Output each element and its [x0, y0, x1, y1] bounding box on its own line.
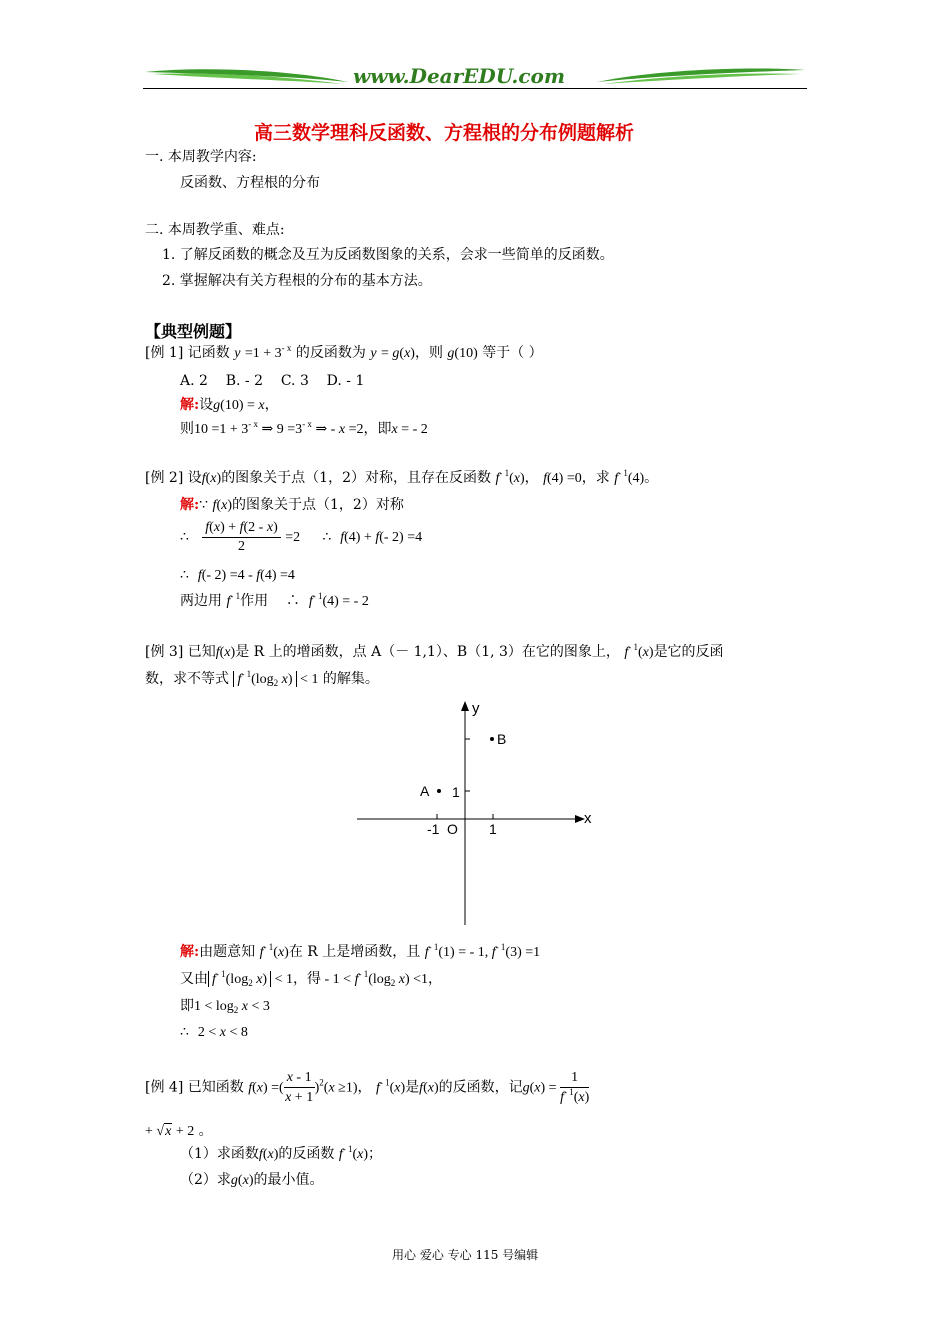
ex4-q2a: （2）求 — [180, 1172, 231, 1188]
leaf-swoosh-right — [595, 62, 807, 88]
ex3-t1: 是 R 上的增函数，点 A（－ 1,1）、B（1, 3）在它的图象上， — [235, 644, 620, 660]
ex3-statement-line1: [例 3] 已知f(x)是 R 上的增函数，点 A（－ 1,1）、B（1, 3）在它的图象上， $f^{- 1}(x)$是它的反函 — [145, 642, 724, 660]
ex3-solution-line1: 解:由题意知 $f^{- 1}(x)$在 R 上是增函数，且 $f^{- 1}(1)$ = - 1, $f^{- 1}(3) =1$ — [180, 942, 541, 960]
ex2-t1: 的图象关于点（1，2）对称，且存在反函数 — [221, 470, 492, 486]
point-b-label: B — [497, 731, 507, 747]
ex4-t1: ， — [357, 1079, 372, 1096]
ex3-statement-line2: 数，求不等式 $f^{- 1}(\log_2$ x) < 1 的解集。 — [145, 669, 379, 688]
point-a-dot — [437, 789, 441, 793]
section2-heading: 二. 本周教学重、难点: — [145, 222, 285, 238]
ex4-question-1: （1）求函数f(x)的反函数 $f^{- 1}(x)$； — [180, 1144, 383, 1162]
ex2-solution-line1: 解:∵ f(x)的图象关于点（1，2）对称 — [180, 497, 404, 513]
ex2-because: ∵ — [199, 497, 209, 513]
point-a-label: A — [420, 783, 430, 799]
ex1-sol-then: 则 — [180, 421, 194, 437]
ex2-therefore-3: ∴ — [180, 567, 189, 583]
ex1-solution-line2: 则$10 =1 + 3^{- x}$ ⇒ $9 =3^{- x}$ ⇒ - x =2，即x = - 2 — [180, 419, 428, 437]
ex3-s1: 由题意知 — [199, 944, 256, 960]
ex2-label: [例 2] 设 — [145, 470, 202, 486]
ex2-t2: ， — [524, 470, 539, 486]
ex2-t4: 。 — [644, 470, 659, 486]
ex2-both-sides: 两边用 — [180, 593, 222, 609]
ex1-statement: [例 1] 记函数 $y =1 + 3^{- x}$ 的反函数为 y = g(x)，则 g(10) 等于（ ） — [145, 343, 543, 361]
ex3-get: ，得 — [293, 971, 321, 987]
ex3-t4: 的解集。 — [322, 671, 379, 687]
ex1-mid2: ，则 — [414, 345, 443, 361]
ex1-options — [180, 372, 364, 390]
ex2-s1: 的图象关于点（1，2）对称 — [232, 497, 404, 513]
header-banner — [143, 62, 807, 92]
ex1-option-a: A. 2 — [180, 373, 208, 389]
ex2-solution-line2: ∴ $\frac{f(x) + f(2 - x)}{2}$ =2 ∴ f(4) + f(- 2) =4 — [180, 520, 423, 554]
ex1-solution-label: 解: — [180, 397, 200, 413]
ex2-act: 作用 — [240, 593, 269, 609]
section1-content: 反函数、方程根的分布 — [180, 175, 320, 191]
ex3-t2: 是它的反函 — [653, 644, 724, 660]
section2-item-1: 1. 了解反函数的概念及互为反函数图象的关系，会求一些简单的反函数。 — [162, 247, 614, 263]
ex1-label: [例 1] 记函数 — [145, 345, 230, 361]
examples-heading: 【典型例题】 — [145, 322, 242, 341]
ex3-solution-label: 解: — [180, 944, 200, 960]
page-footer: 用心 爱心 专心 115 号编辑 — [392, 1248, 539, 1262]
ex3-ie: 即 — [180, 998, 194, 1014]
ex2-statement: [例 2] 设f(x)的图象关于点（1，2）对称，且存在反函数 $f^{- 1}(x)$， f(4) =0，求 $f^{- 1}(4)$。 — [145, 468, 659, 486]
ex4-label: [例 4] 已知函数 — [145, 1079, 244, 1096]
ex4-question-2: （2）求g(x)的最小值。 — [180, 1172, 324, 1188]
ex1-sol-ie: ，即 — [363, 421, 392, 437]
x-1-label: 1 — [489, 821, 497, 837]
x-neg1-label: -1 — [427, 821, 440, 837]
site-logo[interactable]: www.DearEDU.com — [353, 64, 566, 88]
ex3-solution-line4: ∴ 2 < x < 8 — [180, 1024, 248, 1040]
ex3-solution-line3: 即$1 < \log_2 x < 3$ — [180, 998, 270, 1015]
leaf-swoosh-left — [143, 62, 353, 88]
ex4-q2b: 的最小值。 — [253, 1172, 324, 1188]
y-1-label: 1 — [452, 784, 460, 800]
ex4-t3: 的反函数，记 — [438, 1079, 523, 1096]
ex1-mid: 的反函数为 — [295, 345, 366, 361]
header-rule — [143, 88, 807, 89]
ex2-t3: ，求 — [581, 470, 610, 486]
y-axis-label: y — [472, 700, 480, 717]
ex3-label: [例 3] 已知 — [145, 644, 216, 660]
ex2-solution-line4: 两边用 $f^{- 1}$作用 ∴ $f^{- 1}(4)$ = - 2 — [180, 591, 369, 609]
ex4-t2: 是 — [405, 1079, 420, 1096]
ex1-solution-line1: 解:设g(10) = x， — [180, 397, 279, 413]
section1-heading: 一. 本周教学内容: — [145, 149, 257, 165]
ex2-therefore-4: ∴ — [285, 593, 300, 609]
ex1-option-b: B. - 2 — [225, 373, 264, 389]
ex1-sol-set: 设 — [199, 397, 214, 413]
ex3-t3: 数，求不等式 — [145, 671, 229, 687]
ex4-q1b: 的反函数 — [278, 1146, 335, 1162]
point-b-dot — [490, 737, 494, 741]
section2-item-2: 2. 掌握解决有关方程根的分布的基本方法。 — [162, 273, 432, 289]
origin-label: O — [447, 821, 458, 837]
ex3-again: 又由 — [180, 971, 208, 987]
ex3-s2: 在 R 上是增函数，且 — [288, 944, 421, 960]
ex2-solution-line3: ∴ f(- 2) =4 - f(4) =4 — [180, 567, 295, 583]
ex2-therefore-2: ∴ — [322, 529, 332, 545]
ex2-solution-label: 解: — [180, 497, 200, 513]
ex1-tail: 等于（ ） — [482, 345, 543, 361]
y-axis-arrow — [461, 701, 469, 711]
ex4-statement-line1: [例 4] 已知函数 f(x) =( $\frac{x - 1}{x + 1}$ )$^2$(x ≥1)， $f^{- 1}(x)$是f(x)的反函数，记g(x) = $\frac{1}{f^{- 1}(x)}$ — [145, 1069, 590, 1105]
page-title: 高三数学理科反函数、方程根的分布例题解析 — [254, 122, 635, 144]
x-axis-label: x — [584, 810, 592, 827]
ex4-statement-line2: + √x + 2 。 — [145, 1123, 213, 1139]
ex1-option-c: C. 3 — [280, 373, 309, 389]
ex3-solution-line2: 又由 $f^{- 1}(\log_2$ x) < 1，得 - $1 < f^{- 1}(\log_2$ x) <1， — [180, 969, 443, 988]
ex4-q1a: （1）求函数 — [180, 1146, 259, 1162]
ex1-option-d: D. - 1 — [326, 373, 365, 389]
ex2-therefore-1: ∴ — [180, 529, 189, 545]
ex3-graph — [355, 695, 600, 930]
